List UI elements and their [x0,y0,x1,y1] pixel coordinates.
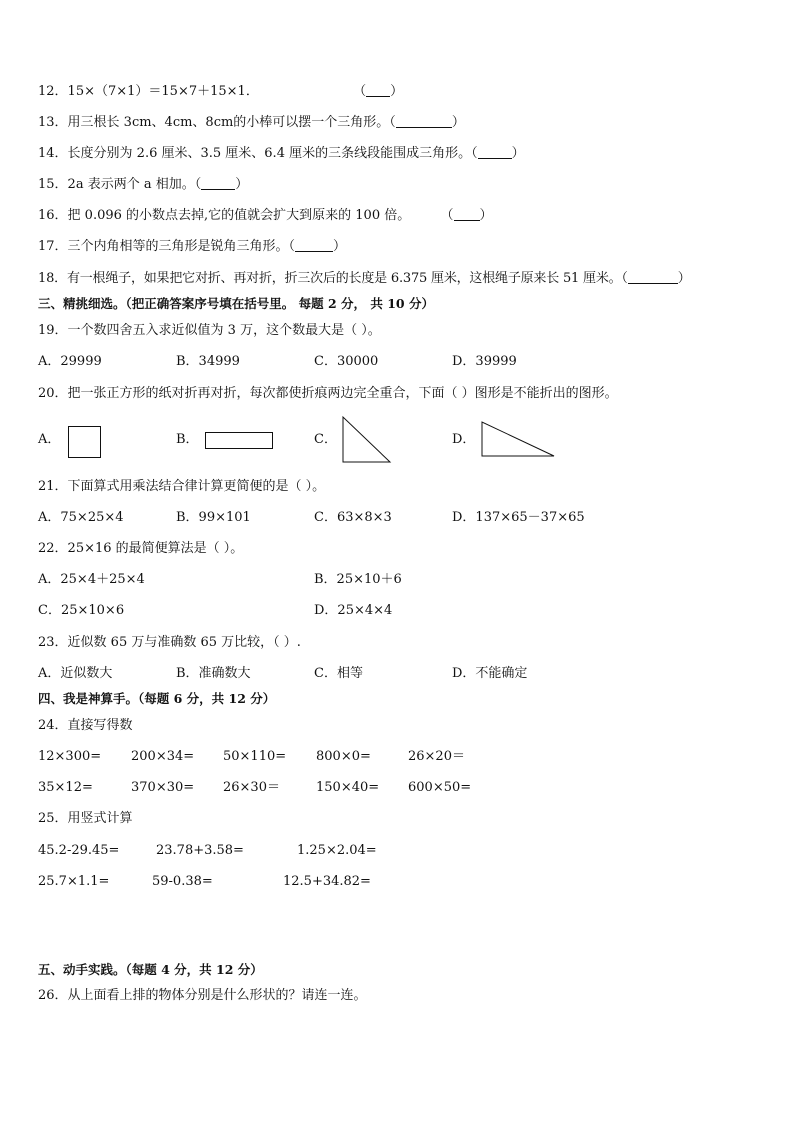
answer-blank[interactable] [628,270,678,284]
answer-blank[interactable] [396,114,452,128]
q24-item: 800×0= [316,749,371,764]
q22-option-b[interactable]: B．25×10＋6 [314,572,402,587]
q24-item: 200×34= [131,749,195,764]
question-15-text: 15．2a 表示两个 a 相加。（ [38,177,202,192]
q22-option-a[interactable]: A．25×4＋25×4 [38,572,145,587]
q22-option-c[interactable]: C．25×10×6 [38,603,125,618]
q19-option-a[interactable]: A．29999 [38,354,102,369]
q25-item: 12.5+34.82= [283,874,371,889]
q23-option-a[interactable]: A．近似数大 [38,666,113,681]
question-19: 19．一个数四舍五入求近似值为 3 万，这个数最大是（ ）。 [38,323,381,338]
answer-blank[interactable] [454,207,480,221]
q21-option-d[interactable]: D．137×65－37×65 [452,510,585,525]
section-4-heading: 四、我是神算手。（每题 6 分，共 12 分） [38,691,276,706]
answer-blank[interactable] [201,176,235,190]
answer-blank[interactable] [295,238,333,252]
q21-option-c[interactable]: C．63×8×3 [314,510,392,525]
section-3-heading: 三、精挑细选。（把正确答案序号填在括号里。 每题 2 分， 共 10 分） [38,296,434,311]
q25-item: 23.78+3.58= [156,843,244,858]
q23-option-d[interactable]: D．不能确定 [452,666,528,681]
question-13-text: 13．用三根长 3cm、4cm、8cm的小棒可以摆一个三角形。（ [38,115,396,130]
q20-option-b[interactable]: B． [176,432,199,447]
q21-option-b[interactable]: B．99×101 [176,510,251,525]
q19-option-d[interactable]: D．39999 [452,354,517,369]
q20-option-d[interactable]: D． [452,432,476,447]
q20-option-c[interactable]: C． [314,432,337,447]
q19-option-b[interactable]: B．34999 [176,354,240,369]
section-5-heading: 五、动手实践。（每题 4 分，共 12 分） [38,962,263,977]
q21-option-a[interactable]: A．75×25×4 [38,510,124,525]
question-25: 25．用竖式计算 [38,811,133,826]
answer-blank[interactable] [366,83,390,97]
q24-item: 600×50= [408,780,472,795]
q23-option-c[interactable]: C．相等 [314,666,363,681]
question-23: 23．近似数 65 万与准确数 65 万比较，（ ）. [38,635,301,650]
right-triangle-shape [342,416,392,464]
question-16-text: 16．把 0.096 的小数点去掉,它的值就会扩大到原来的 100 倍。 [38,208,411,223]
answer-blank[interactable] [478,145,512,159]
q25-item: 45.2-29.45= [38,843,120,858]
q25-item: 1.25×2.04= [297,843,377,858]
question-17-text: 17．三个内角相等的三角形是锐角三角形。（ [38,239,296,254]
q24-item: 26×30＝ [223,780,280,795]
question-12-text: 12．15×（7×1）＝15×7＋15×1． [38,84,259,99]
question-22: 22．25×16 的最简便算法是（ ）。 [38,541,244,556]
q24-item: 150×40= [316,780,380,795]
question-21: 21．下面算式用乘法结合律计算更简便的是（ ）。 [38,479,326,494]
q24-item: 26×20＝ [408,749,465,764]
q24-item: 35×12= [38,780,93,795]
q25-item: 25.7×1.1= [38,874,110,889]
q23-option-b[interactable]: B．准确数大 [176,666,251,681]
q24-item: 12×300= [38,749,102,764]
scalene-triangle-shape [481,421,556,458]
question-14-text: 14．长度分别为 2.6 厘米、3.5 厘米、6.4 厘米的三条线段能围成三角形。（ [38,146,478,161]
q20-option-a[interactable]: A． [38,432,61,447]
question-13: 13．用三根长 3cm、4cm、8cm的小棒可以摆一个三角形。（ ） [38,115,465,130]
question-18-text: 18．有一根绳子，如果把它对折、再对折，折三次后的长度是 6.375 厘米，这根绳子原来长 51 厘米。（ [38,271,628,286]
question-15: 15．2a 表示两个 a 相加。（ ） [38,177,249,192]
question-17: 17．三个内角相等的三角形是锐角三角形。（ ） [38,239,347,254]
q19-option-c[interactable]: C．30000 [314,354,379,369]
q22-option-d[interactable]: D．25×4×4 [314,603,393,618]
question-24: 24．直接写得数 [38,718,133,733]
q24-item: 50×110= [223,749,287,764]
rectangle-shape [205,432,273,449]
q25-item: 59-0.38= [152,874,213,889]
question-12: 12．15×（7×1）＝15×7＋15×1． （ ） [38,84,404,99]
question-26: 26．从上面看上排的物体分别是什么形状的？请连一连。 [38,988,367,1003]
question-18: 18．有一根绳子，如果把它对折、再对折，折三次后的长度是 6.375 厘米，这根绳子原来长 51 厘米。（ ） [38,271,691,286]
question-20: 20．把一张正方形的纸对折再对折，每次都使折痕两边完全重合，下面（ ）图形是不能折出的图形。 [38,386,618,401]
q24-item: 370×30= [131,780,195,795]
question-14: 14．长度分别为 2.6 厘米、3.5 厘米、6.4 厘米的三条线段能围成三角形。（ ） [38,146,525,161]
square-shape [68,426,101,458]
question-16: 16．把 0.096 的小数点去掉,它的值就会扩大到原来的 100 倍。 （ ） [38,208,493,223]
